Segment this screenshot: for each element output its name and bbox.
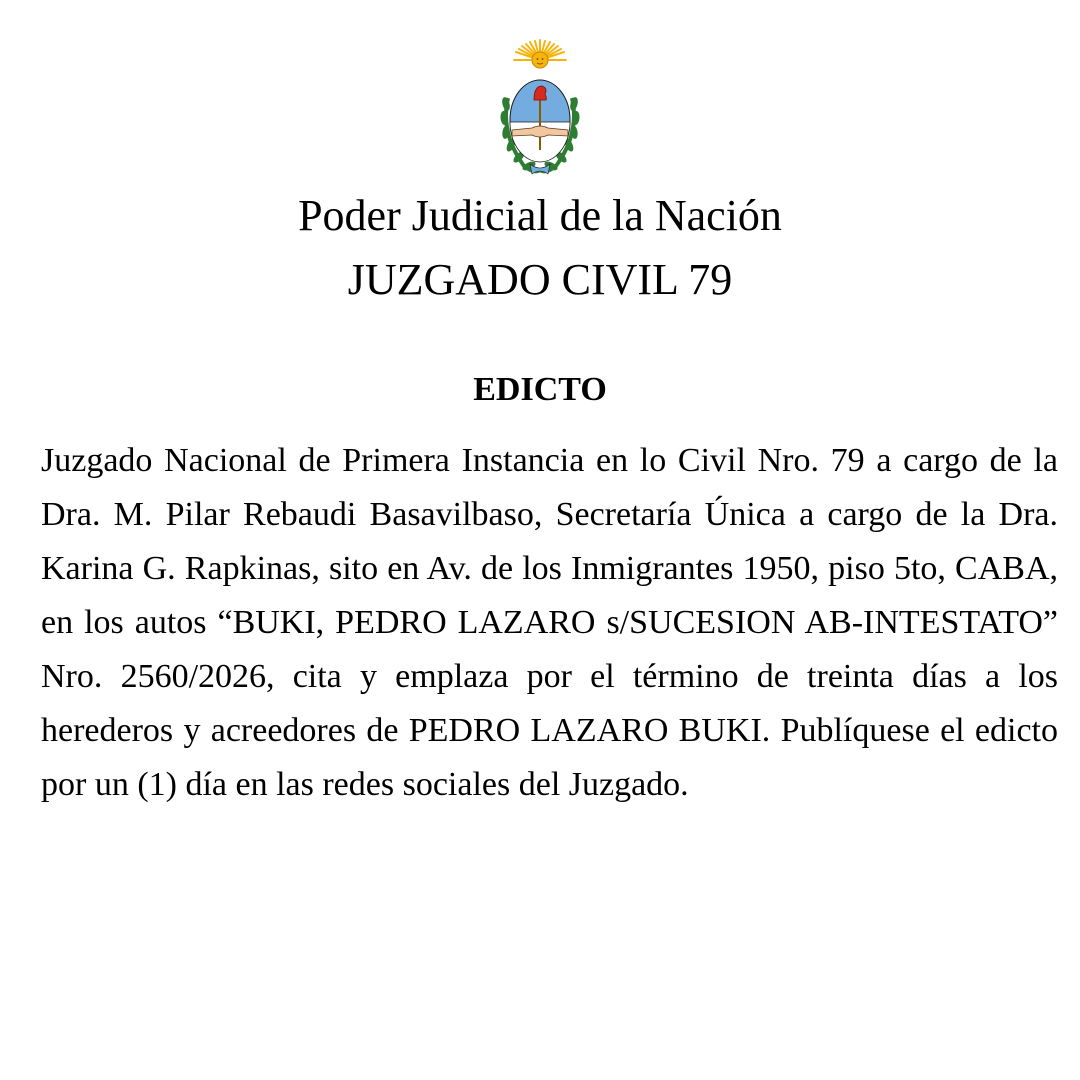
edict-body-text: Juzgado Nacional de Primera Instancia en lo Civil Nro. 79 a cargo de la Dra. M. Pilar Rebaudi Basavilbaso, Secretaría Única a cargo de la Dra. Karina G. Rapkinas, sito en Av. de los Inmigrantes 1950, piso 5to, CABA, en los autos “BUKI, PEDRO LAZARO s/SUCESION AB-INTESTATO” Nro. 2560/2026, cita y emplaza por el término de treinta días a los herederos y acreedores de PEDRO LAZARO BUKI. Publíquese el edicto por un (1) día en las redes sociales del Juzgado. [41, 442, 1058, 803]
institution-title: Poder Judicial de la Nación [298, 191, 782, 240]
court-title: JUZGADO CIVIL 79 [347, 255, 733, 304]
document-heading: EDICTO [473, 371, 607, 408]
argentina-coat-of-arms-icon [494, 38, 586, 178]
